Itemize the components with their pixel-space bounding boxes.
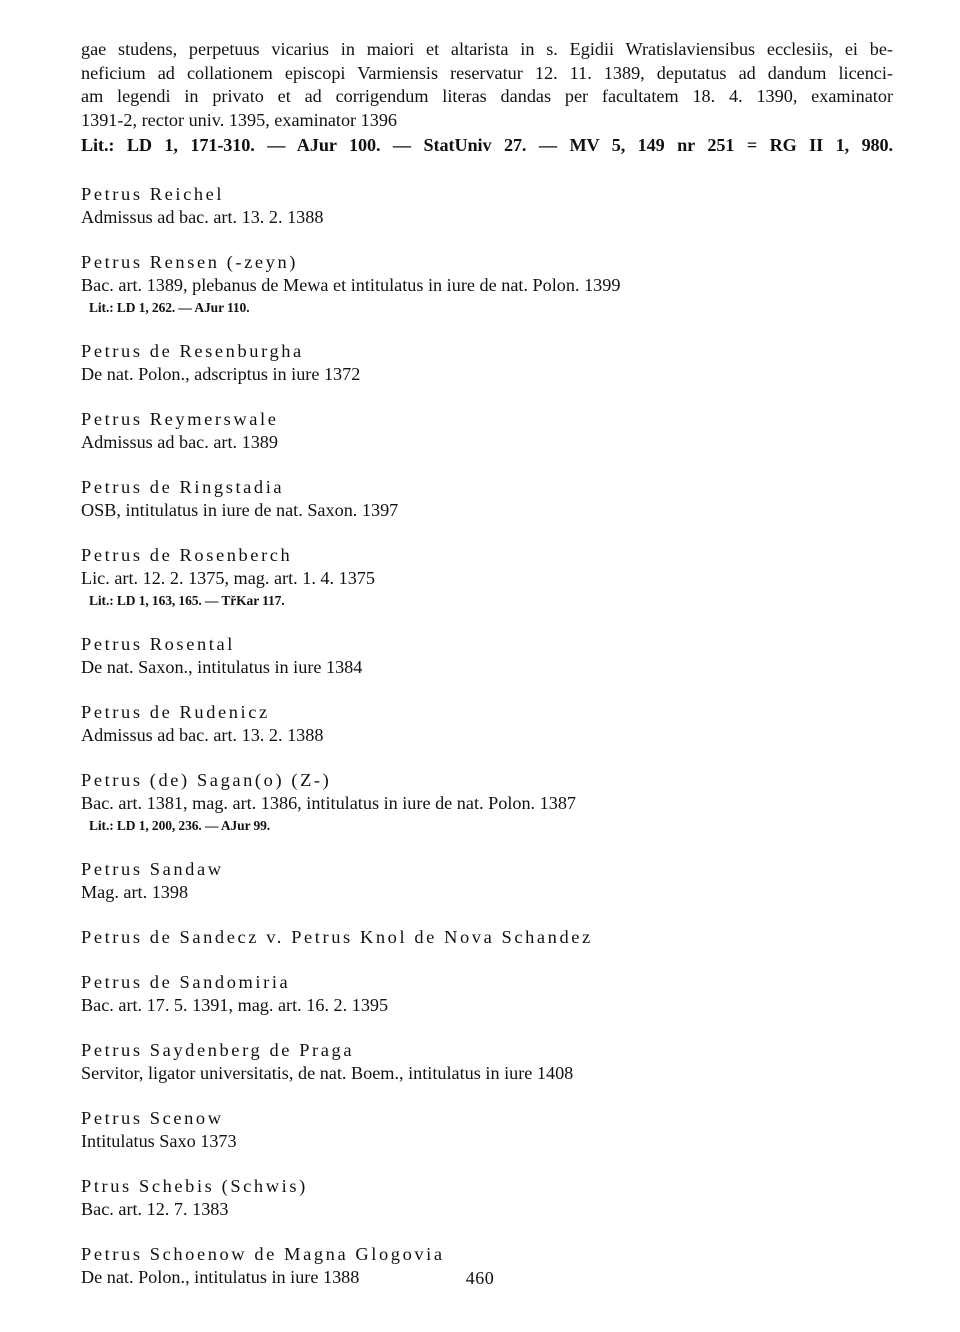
literature-reference: Lit.: LD 1, 262. — AJur 110.: [89, 299, 250, 315]
entry-detail: De nat. Polon., adscriptus in iure 1372: [81, 363, 361, 384]
entry-name: Petrus Schoenow de Magna Glogovia: [81, 1243, 445, 1264]
entry-name: Petrus (de) Sagan(o) (Z-): [81, 769, 332, 790]
literature-reference: Lit.: LD 1, 163, 165. — TřKar 117.: [89, 592, 285, 608]
entry-detail: Bac. art. 12. 7. 1383: [81, 1198, 229, 1219]
entry: [81, 1174, 893, 1221]
entry: [81, 632, 893, 679]
entry-list: [81, 182, 893, 1289]
entry-detail: Bac. art. 17. 5. 1391, mag. art. 16. 2. 1395: [81, 994, 389, 1015]
entry-name: Petrus Reichel: [81, 183, 225, 204]
entry-name: Petrus de Sandecz v. Petrus Knol de Nova Schandez: [81, 926, 593, 947]
entry: [81, 700, 893, 747]
continued-entry-line: am legendi in privato et ad corrigendum literas dandas per facultatem 18. 4. 1390, examinator: [81, 86, 893, 106]
entry: [81, 970, 893, 1017]
entry-name: Petrus de Ringstadia: [81, 476, 285, 497]
entry: [81, 407, 893, 454]
literature-reference: Lit.: LD 1, 171-310. — AJur 100. — StatUniv 27. — MV 5, 149 nr 251 = RG II 1, 980.: [81, 135, 893, 155]
literature-reference: Lit.: LD 1, 200, 236. — AJur 99.: [89, 817, 271, 833]
continued-entry-line: neficium ad collationem episcopi Varmiensis reservatur 12. 11. 1389, deputatus ad dandum licenci-: [81, 62, 893, 83]
entry: [81, 250, 893, 318]
entry: [81, 1106, 893, 1153]
entry-name: Petrus de Rosenberch: [81, 544, 293, 565]
entry: [81, 475, 893, 522]
entry-name: Petrus Reymerswale: [81, 408, 279, 429]
entry-name: Petrus Saydenberg de Praga: [81, 1039, 355, 1060]
continued-entry: [81, 38, 893, 158]
entry: [81, 925, 893, 949]
entry-detail: Servitor, ligator universitatis, de nat. Boem., intitulatus in iure 1408: [81, 1062, 574, 1083]
entry-detail: Lic. art. 12. 2. 1375, mag. art. 1. 4. 1375: [81, 567, 375, 588]
entry-name: Petrus Sandaw: [81, 858, 224, 879]
entry-detail: Mag. art. 1398: [81, 881, 189, 902]
entry-detail: Intitulatus Saxo 1373: [81, 1130, 237, 1151]
entry-name: Petrus de Rudenicz: [81, 701, 270, 722]
entry-detail: Bac. art. 1389, plebanus de Mewa et intitulatus in iure de nat. Polon. 1399: [81, 274, 621, 295]
entry-name: Petrus de Sandomiria: [81, 971, 291, 992]
entry: [81, 339, 893, 386]
entry: [81, 1038, 893, 1085]
entry: [81, 768, 893, 836]
entry-name: Petrus Rosental: [81, 633, 235, 654]
entry-name: Petrus Scenow: [81, 1107, 224, 1128]
entry-name: Petrus de Resenburgha: [81, 340, 304, 361]
page-body: [81, 38, 893, 1289]
continued-entry-line: 1391-2, rector univ. 1395, examinator 1396: [81, 109, 398, 130]
entry-detail: De nat. Polon., intitulatus in iure 1388: [81, 1266, 360, 1287]
page-number: 460: [465, 1268, 495, 1288]
entry-detail: Bac. art. 1381, mag. art. 1386, intitulatus in iure de nat. Polon. 1387: [81, 792, 577, 813]
entry-detail: Admissus ad bac. art. 13. 2. 1388: [81, 206, 324, 227]
entry-detail: De nat. Saxon., intitulatus in iure 1384: [81, 656, 363, 677]
entry-detail: Admissus ad bac. art. 1389: [81, 431, 278, 452]
entry-name: Ptrus Schebis (Schwis): [81, 1175, 308, 1196]
entry: [81, 857, 893, 904]
entry-detail: Admissus ad bac. art. 13. 2. 1388: [81, 724, 324, 745]
entry: [81, 182, 893, 229]
continued-entry-line: gae studens, perpetuus vicarius in maiori et altarista in s. Egidii Wratislaviensibus ecclesiis, ei be-: [81, 39, 893, 59]
entry: [81, 543, 893, 611]
entry-detail: OSB, intitulatus in iure de nat. Saxon. 1397: [81, 499, 399, 520]
entry-name: Petrus Rensen (-zeyn): [81, 251, 298, 272]
